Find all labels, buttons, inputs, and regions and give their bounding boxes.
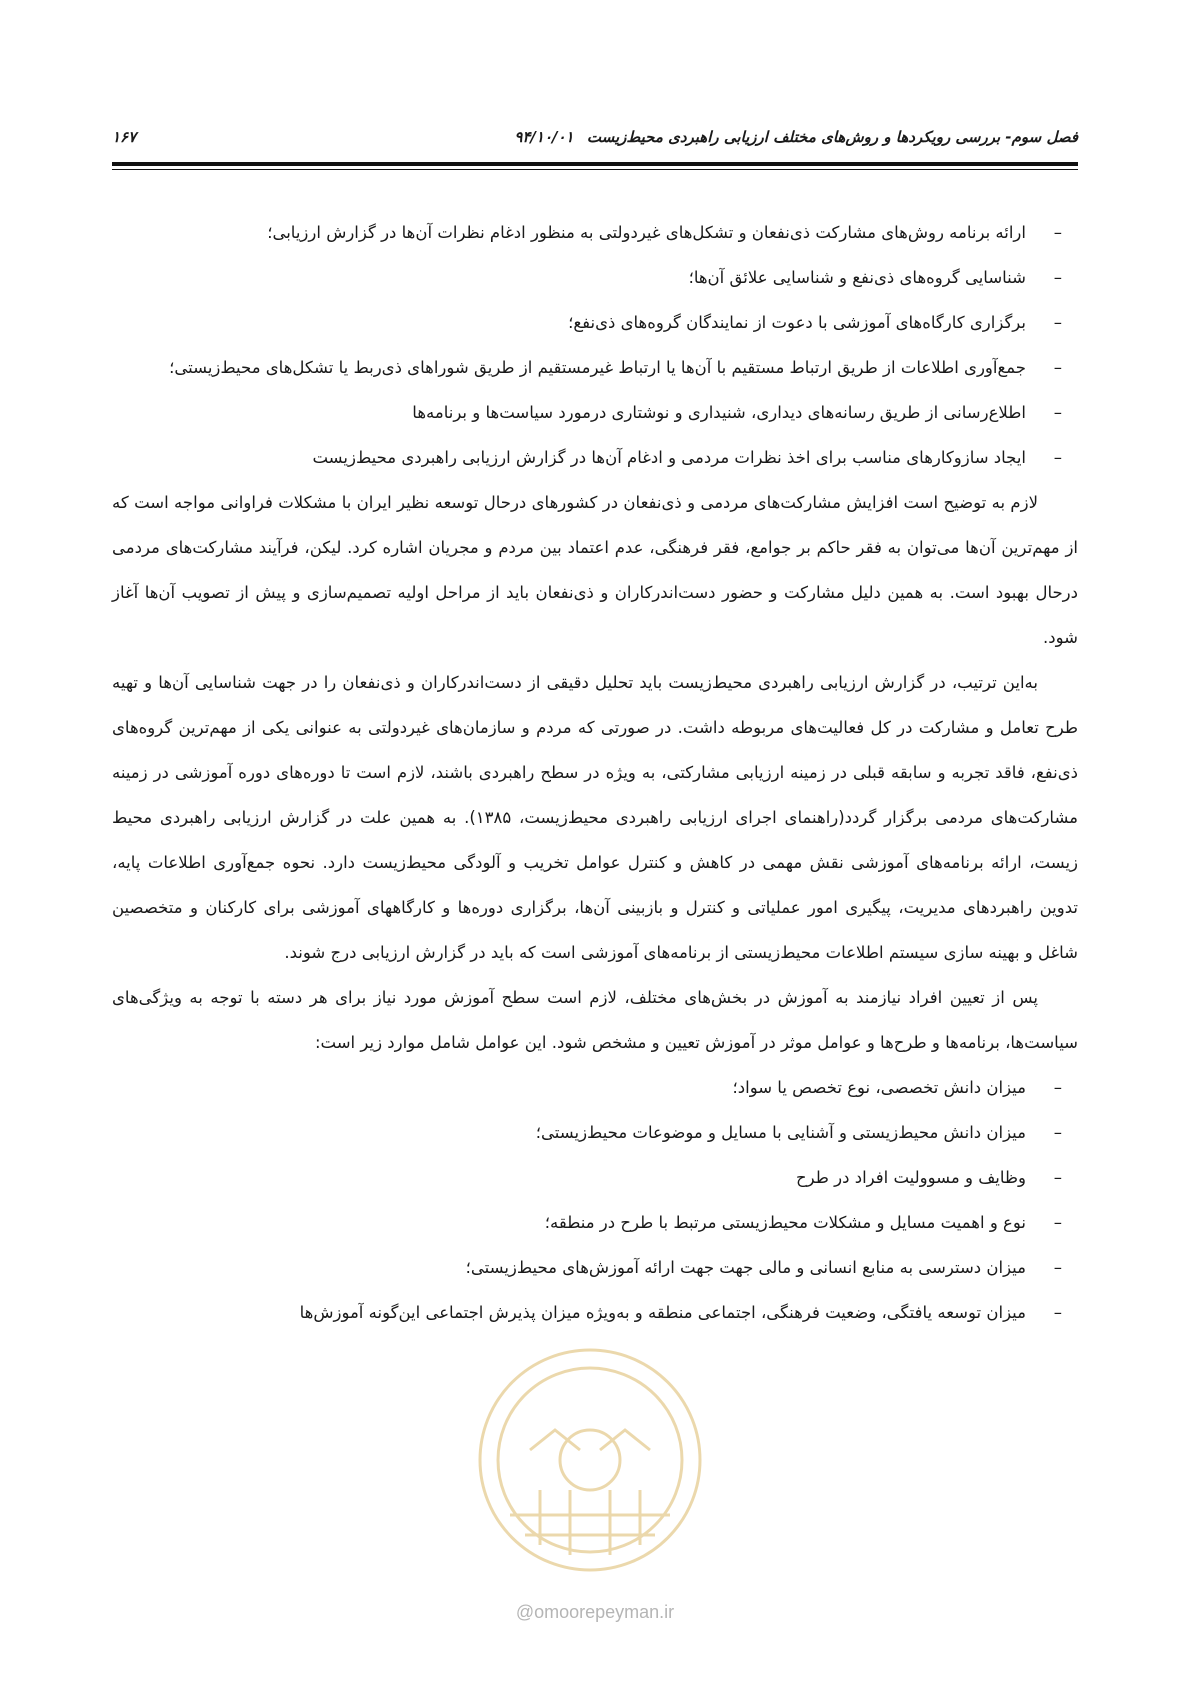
list-item [112,1155,1078,1200]
bullet-dash: – [1053,1258,1062,1277]
chapter-title [514,128,1078,146]
list-item [112,255,1078,300]
list-item [112,345,1078,390]
list-item-text: برگزاری کارگاه‌های آموزشی با دعوت از نمایندگان گروه‌های ذی‌نفع؛ [568,313,1026,332]
list-item [112,435,1078,480]
bullet-dash: – [1053,448,1062,467]
page-number: ۱۶۷ [112,128,137,146]
bullet-dash: – [1053,1303,1062,1322]
list-item-text: وظایف و مسوولیت افراد در طرح [796,1168,1026,1187]
list-item [112,1245,1078,1290]
list-item-text: شناسایی گروه‌های ذی‌نفع و شناسایی علائق آن‌ها؛ [688,268,1026,287]
list-item-text: ایجاد سازوکارهای مناسب برای اخذ نظرات مردمی و ادغام آن‌ها در گزارش ارزیابی راهبردی محیط‌زیست [312,448,1026,467]
list-item-text: میزان دانش تخصصی، نوع تخصص یا سواد؛ [732,1078,1026,1097]
bullet-dash: – [1053,223,1062,242]
list-item-text: نوع و اهمیت مسایل و مشکلات محیط‌زیستی مرتبط با طرح در منطقه؛ [544,1213,1026,1232]
header-rule-thin [112,169,1078,170]
list-item [112,1110,1078,1155]
list-item [112,390,1078,435]
header-rule-thick [112,162,1078,166]
bullet-dash: – [1053,268,1062,287]
list-item-text: جمع‌آوری اطلاعات از طریق ارتباط مستقیم با آن‌ها یا ارتباط غیرمستقیم از طریق شوراهای ذی‌ربط یا تشکل‌های محیط‌زیستی؛ [169,358,1026,377]
bullet-dash: – [1053,313,1062,332]
watermark-seal-icon [470,1340,710,1580]
list-item-text: اطلاع‌رسانی از طریق رسانه‌های دیداری، شنیداری و نوشتاری درمورد سیاست‌ها و برنامه‌ها [412,403,1026,422]
bullet-dash: – [1053,1078,1062,1097]
list-item-text: ارائه برنامه روش‌های مشارکت ذی‌نفعان و تشکل‌های غیردولتی به منظور ادغام نظرات آن‌ها در گزارش ارزیابی؛ [267,223,1026,242]
bullet-dash: – [1053,1168,1062,1187]
header-date: ۹۴/۱۰/۰۱ [514,128,574,146]
bullet-dash: – [1053,1123,1062,1142]
bullet-dash: – [1053,358,1062,377]
paragraph: لازم به توضیح است افزایش مشارکت‌های مردمی و ذی‌نفعان در کشورهای درحال توسعه نظیر ایران با مشکلات فراوانی مواجه است که از مهم‌ترین آن‌ها می‌توان به فقر حاکم بر جوامع، فقر فرهنگی، عدم اعتماد بین مردم و مجریان اشاره کرد. لیکن، فرآیند مشارکت‌های مردمی درحال بهبود است. به همین دلیل مشارکت و حضور دست‌اندرکاران و ذی‌نفعان باید از مراحل اولیه تصمیم‌سازی و پیش از تصویب آن‌ها آغاز شود. [112,493,1078,647]
page-header [112,128,1078,158]
bullet-dash: – [1053,403,1062,422]
paragraph: به‌این ترتیب، در گزارش ارزیابی راهبردی محیط‌زیست باید تحلیل دقیقی از دست‌اندرکاران و ذی‌نفعان را در جهت شناسایی آن‌ها و تهیه طرح تعامل و مشارکت در کل فعالیت‌های مربوطه داشت. در صورتی که مردم و سازمان‌های غیردولتی به عنوانی یکی از مهم‌ترین گروه‌های ذی‌نفع، فاقد تجربه و سابقه قبلی در زمینه ارزیابی مشارکتی، به ویژه در سطح راهبردی باشند، لازم است تا دوره‌های دوره آموزشی در زمینه مشارکت‌های مردمی برگزار گردد(راهنمای اجرای ارزیابی راهبردی محیط‌زیست، ۱۳۸۵). به همین علت در گزارش ارزیابی راهبردی محیط زیست، ارائه برنامه‌های آموزشی نقش مهمی در کاهش و کنترل عوامل تخریب و آلودگی محیط‌زیست دارد. نحوه جمع‌آوری اطلاعات پایه، تدوین راهبردهای مدیریت، پیگیری امور عملیاتی و کنترل و بازبینی آن‌ها، برگزاری دوره‌ها و کارگاههای آموزشی برای کارکنان و متخصصین شاغل و بهینه سازی سیستم اطلاعات محیط‌زیستی از برنامه‌های آموزشی است که باید در گزارش ارزیابی درج شوند. [112,673,1078,962]
list-item-text: میزان توسعه یافتگی، وضعیت فرهنگی، اجتماعی منطقه و به‌ویژه میزان پذیرش اجتماعی این‌گونه آموزش‌ها [299,1303,1026,1322]
list-item [112,210,1078,255]
list-item-text: میزان دانش محیط‌زیستی و آشنایی با مسایل و موضوعات محیط‌زیستی؛ [535,1123,1026,1142]
list-item [112,1065,1078,1110]
list-item [112,300,1078,345]
body-content [112,210,1078,1335]
list-item [112,1200,1078,1245]
list-item [112,1290,1078,1335]
watermark-url: @omoorepeyman.ir [515,1602,675,1622]
chapter-title-text: فصل سوم- بررسی رویکردها و روش‌های مختلف ارزیابی راهبردی محیط‌زیست [586,128,1078,146]
paragraph: پس از تعیین افراد نیازمند به آموزش در بخش‌های مختلف، لازم است سطح آموزش مورد نیاز برای هر دسته با توجه به ویژگی‌های سیاست‌ها، برنامه‌ها و طرح‌ها و عوامل موثر در آموزش تعیین و مشخص شود. این عوامل شامل موارد زیر است: [112,988,1078,1052]
bullet-dash: – [1053,1213,1062,1232]
list-item-text: میزان دسترسی به منابع انسانی و مالی جهت جهت ارائه آموزش‌های محیط‌زیستی؛ [465,1258,1026,1277]
